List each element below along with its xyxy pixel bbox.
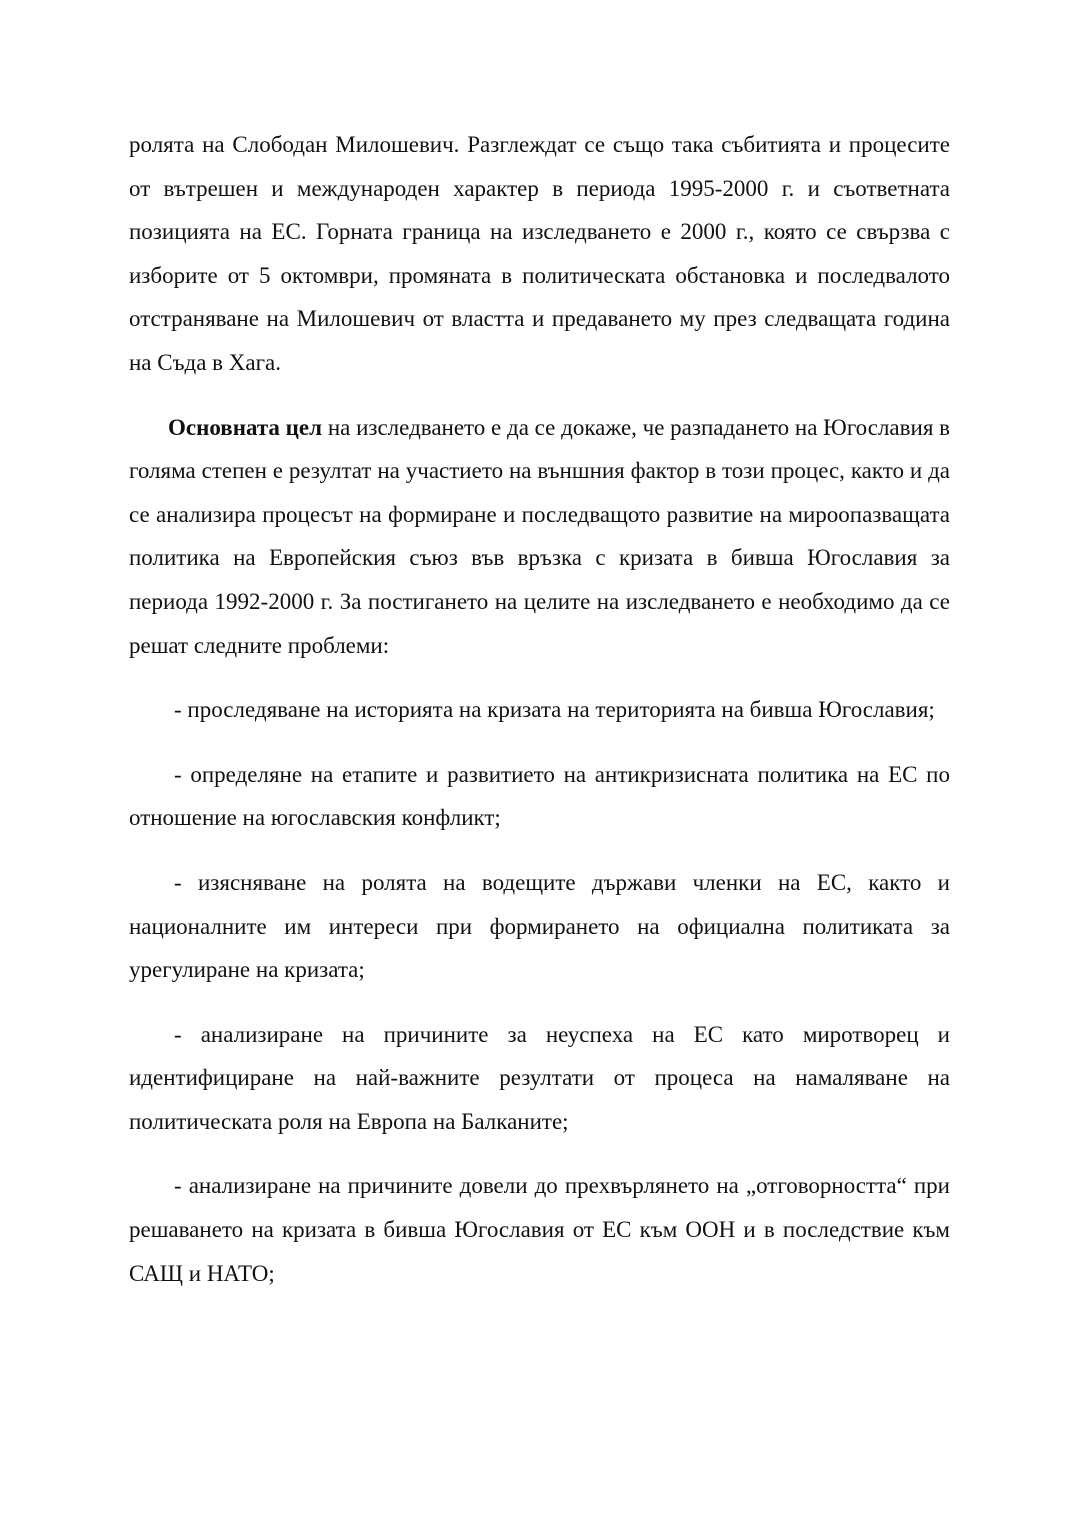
paragraph-main-goal <box>129 406 950 668</box>
main-goal-text: на изследването е да се докаже, че разпадането на Югославия в голяма степен е резултат на участието на външния фактор в този процес, както и да се анализира процесът на формиране и последващото развитие на мироопазващата политика на Европейския съюз във връзка с кризата в бивша Югославия за периода 1992-2000 г. За постигането на целите на изследването е необходимо да се решат следните проблеми: <box>129 414 951 658</box>
paragraph-scope: ролята на Слободан Милошевич. Разглеждат се също така събитията и процесите от вътрешен и международен характер в периода 1995-2000 г. и съответната позицията на ЕС. Горната граница на изследването е 2000 г., която се свързва с изборите от 5 октомври, промяната в политическата обстановка и последвалото отстраняване на Милошевич от властта и предаването му през следващата година на Съда в Хага. <box>129 132 950 375</box>
list-item: - проследяване на историята на кризата на територията на бивша Югославия; <box>174 697 935 723</box>
main-goal-heading: Основната цел <box>168 414 323 440</box>
list-item: - анализиране на причините за неуспеха на ЕС като миротворец и идентифициране на най-важните резултати от процеса на намаляване на политическата роля на Европа на Балканите; <box>129 1021 950 1134</box>
document-page <box>129 123 950 1295</box>
list-item: - анализиране на причините довели до прехвърлянето на „отговорността“ при решаването на кризата в бивша Югославия от ЕС към ООН и в последствие към САЩ и НАТО; <box>129 1173 950 1286</box>
list-item: - изясняване на ролята на водещите държави членки на ЕС, както и националните им интереси при формирането на официална политиката за урегулиране на кризата; <box>129 869 950 983</box>
list-item: - определяне на етапите и развитието на антикризисната политика на ЕС по отношение на югославския конфликт; <box>129 761 950 831</box>
